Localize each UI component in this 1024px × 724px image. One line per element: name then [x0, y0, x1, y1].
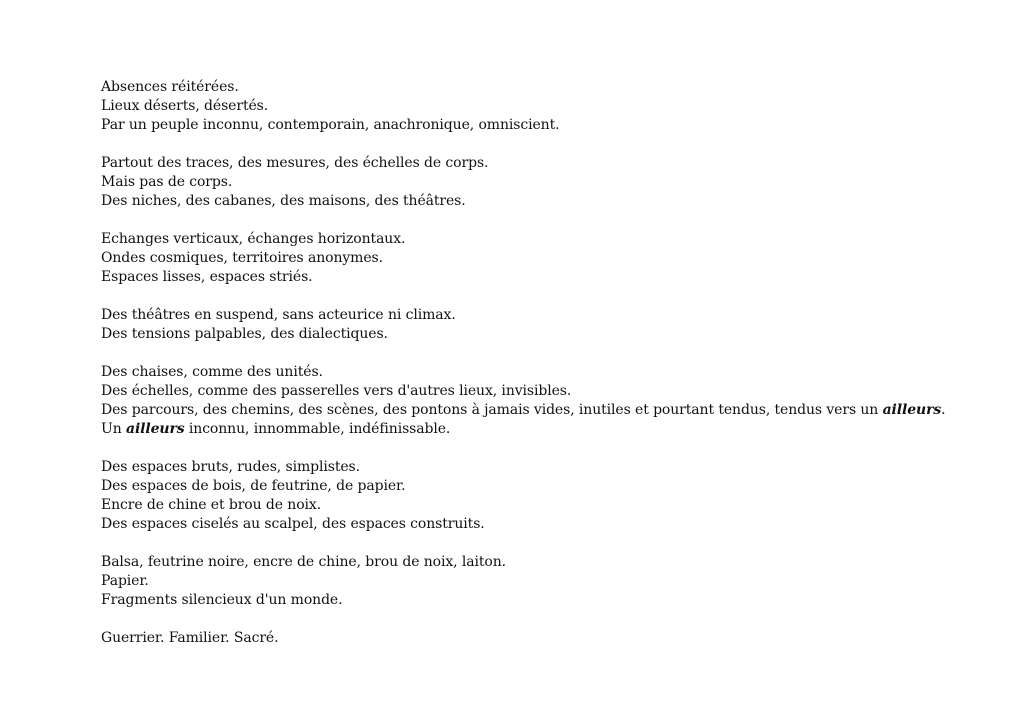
- text-line: Par un peuple inconnu, contemporain, anachronique, omniscient.: [101, 117, 560, 133]
- stanza-6: [101, 458, 1001, 534]
- text-line: Absences réitérées.: [101, 79, 239, 95]
- stanza-1: [101, 78, 1001, 135]
- text-line: Balsa, feutrine noire, encre de chine, brou de noix, laiton.: [101, 554, 506, 570]
- emphasis-text: ailleurs: [125, 421, 185, 437]
- text-line: Papier.: [101, 573, 149, 589]
- text-line: Partout des traces, des mesures, des échelles de corps.: [101, 155, 489, 171]
- stanza-7: [101, 553, 1001, 610]
- text-line: Echanges verticaux, échanges horizontaux.: [101, 231, 406, 247]
- text-line: Fragments silencieux d'un monde.: [101, 592, 343, 608]
- text-line: Des échelles, comme des passerelles vers d'autres lieux, invisibles.: [101, 383, 572, 399]
- text-line: Espaces lisses, espaces striés.: [101, 269, 313, 285]
- text-segment: .: [941, 402, 946, 418]
- text-line: Des espaces bruts, rudes, simplistes.: [101, 459, 360, 475]
- document-body: [101, 78, 1001, 667]
- text-line: Ondes cosmiques, territoires anonymes.: [101, 250, 383, 266]
- text-line: Des espaces ciselés au scalpel, des espaces construits.: [101, 516, 485, 532]
- text-segment: Des parcours, des chemins, des scènes, des pontons à jamais vides, inutiles et pourtant tendus, tendus vers un: [101, 402, 883, 418]
- stanza-2: [101, 154, 1001, 211]
- text-line: Des niches, des cabanes, des maisons, des théâtres.: [101, 193, 466, 209]
- text-segment: Un: [101, 421, 126, 437]
- stanza-8: [101, 629, 1001, 648]
- stanza-4: [101, 306, 1001, 344]
- stanza-5: [101, 363, 1001, 439]
- text-line: Guerrier. Familier. Sacré.: [101, 630, 279, 646]
- emphasis-text: ailleurs: [882, 402, 942, 418]
- text-line: Encre de chine et brou de noix.: [101, 497, 322, 513]
- text-line: Des espaces de bois, de feutrine, de papier.: [101, 478, 406, 494]
- text-line: Des théâtres en suspend, sans acteurice ni climax.: [101, 307, 456, 323]
- stanza-3: [101, 230, 1001, 287]
- text-line: Des tensions palpables, des dialectiques.: [101, 326, 388, 342]
- text-line: [101, 401, 1001, 420]
- text-segment: inconnu, innommable, indéfinissable.: [184, 421, 451, 437]
- text-line: [101, 420, 1001, 439]
- text-line: Des chaises, comme des unités.: [101, 364, 323, 380]
- text-line: Mais pas de corps.: [101, 174, 233, 190]
- text-line: Lieux déserts, désertés.: [101, 98, 269, 114]
